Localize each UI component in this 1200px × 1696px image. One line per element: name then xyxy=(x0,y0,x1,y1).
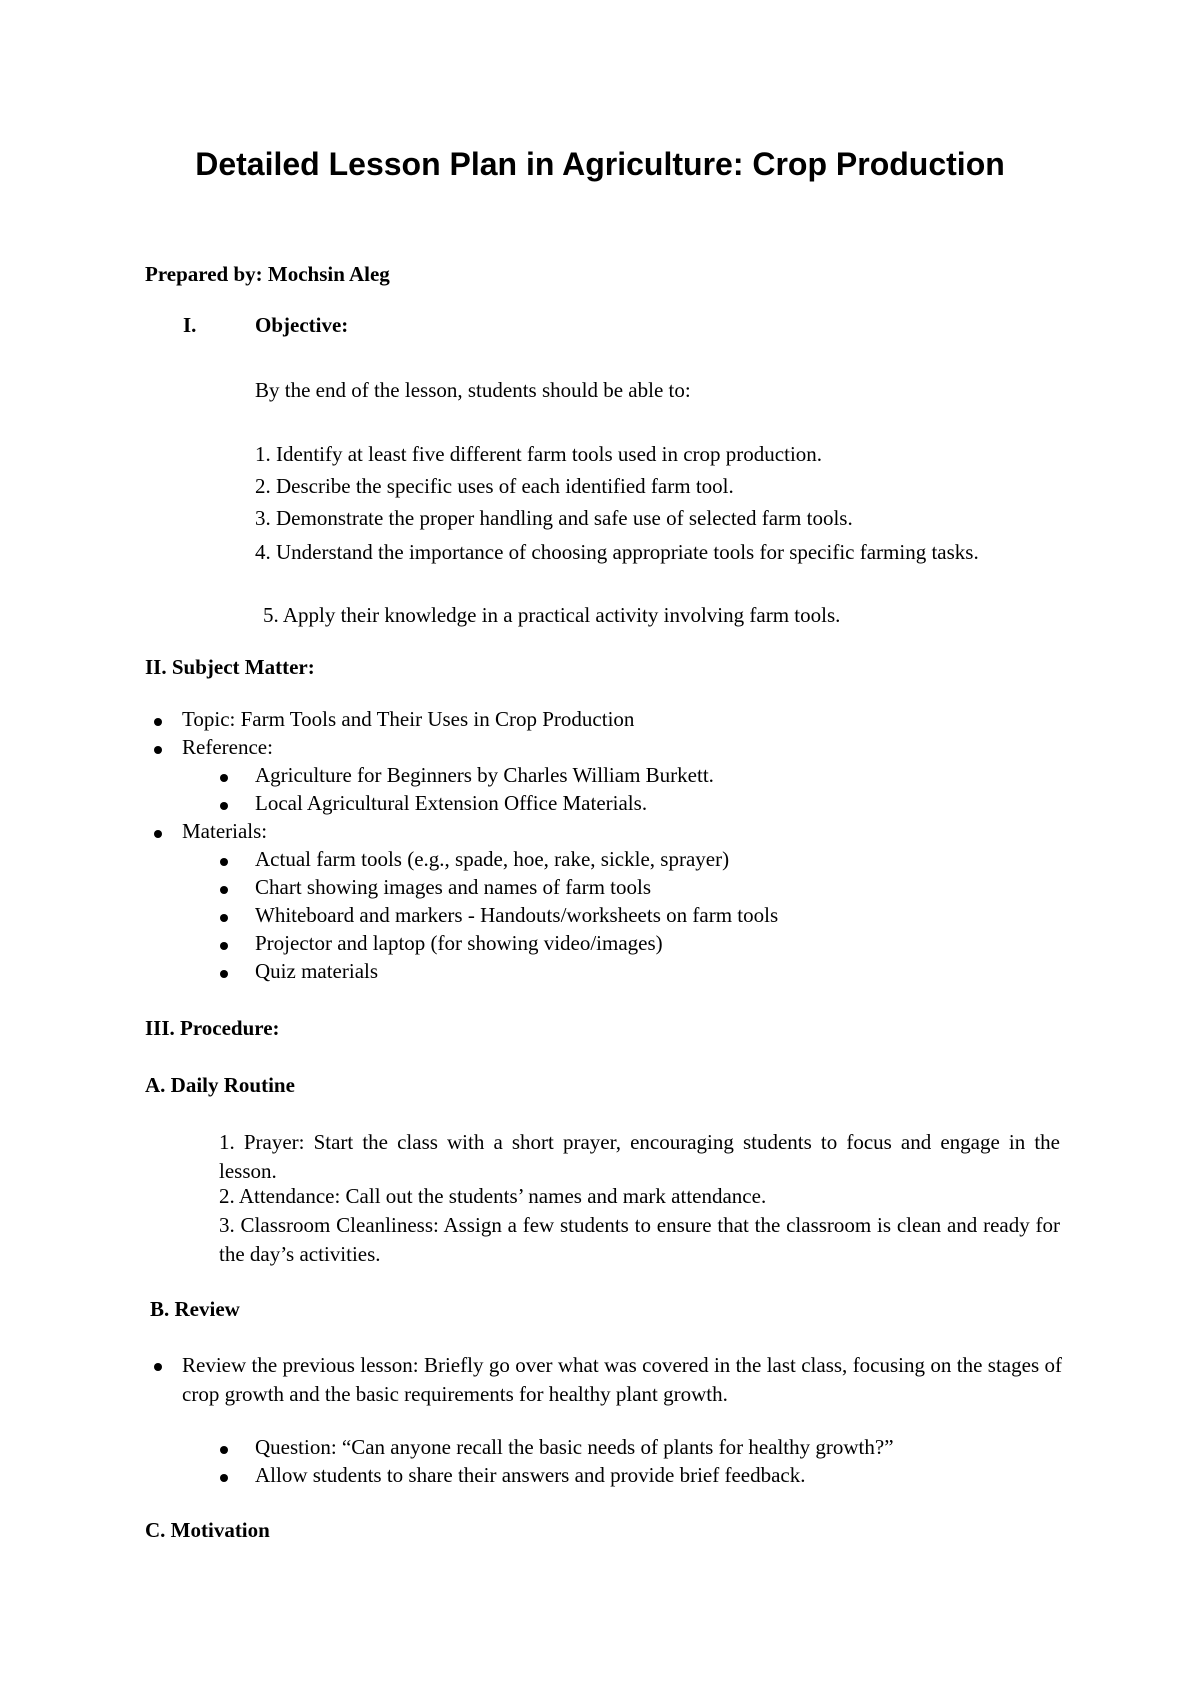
prepared-by: Prepared by: Mochsin Aleg xyxy=(145,262,390,286)
review-heading: B. Review xyxy=(150,1297,240,1321)
reference-item: Local Agricultural Extension Office Materials. xyxy=(255,791,648,815)
objective-numeral: I. xyxy=(183,313,197,337)
bullet-icon xyxy=(220,858,228,866)
bullet-icon xyxy=(154,746,162,754)
bullet-icon xyxy=(220,774,228,782)
objective-item: 1. Identify at least five different farm tools used in crop production. xyxy=(255,442,823,466)
material-item: Chart showing images and names of farm tools xyxy=(255,875,652,899)
review-sub-item: Question: “Can anyone recall the basic needs of plants for healthy growth?” xyxy=(255,1435,894,1459)
topic: Topic: Farm Tools and Their Uses in Crop Production xyxy=(182,707,635,731)
daily-routine-item: 1. Prayer: Start the class with a short prayer, encouraging students to focus and engage in the lesson. xyxy=(219,1130,1060,1183)
bullet-icon xyxy=(154,718,162,726)
reference-label: Reference: xyxy=(182,735,273,759)
bullet-icon xyxy=(220,1446,228,1454)
objective-heading: Objective: xyxy=(255,313,349,337)
material-item: Actual farm tools (e.g., spade, hoe, rake, sickle, sprayer) xyxy=(255,847,730,871)
daily-routine-heading: A. Daily Routine xyxy=(145,1073,295,1097)
material-item: Whiteboard and markers - Handouts/worksheets on farm tools xyxy=(255,903,779,927)
bullet-icon xyxy=(220,802,228,810)
objective-item: 4. Understand the importance of choosing appropriate tools for specific farming tasks. xyxy=(255,540,979,564)
procedure-heading: III. Procedure: xyxy=(145,1016,280,1040)
motivation-heading: C. Motivation xyxy=(145,1518,270,1542)
material-item: Projector and laptop (for showing video/images) xyxy=(255,931,663,955)
bullet-icon xyxy=(220,1474,228,1482)
bullet-icon xyxy=(220,970,228,978)
bullet-icon xyxy=(220,914,228,922)
reference-item: Agriculture for Beginners by Charles William Burkett. xyxy=(255,763,714,787)
daily-routine-item: 2. Attendance: Call out the students’ names and mark attendance. xyxy=(219,1184,767,1208)
objective-item: 2. Describe the specific uses of each identified farm tool. xyxy=(255,474,734,498)
objective-intro: By the end of the lesson, students should be able to: xyxy=(255,378,691,402)
review-main: Review the previous lesson: Briefly go over what was covered in the last class, focusing on the stages of crop growth and the basic requirements for healthy plant growth. xyxy=(182,1353,1062,1406)
bullet-icon xyxy=(154,1363,162,1371)
bullet-icon xyxy=(220,886,228,894)
bullet-icon xyxy=(154,830,162,838)
objective-item: 3. Demonstrate the proper handling and safe use of selected farm tools. xyxy=(255,506,853,530)
daily-routine-item: 3. Classroom Cleanliness: Assign a few students to ensure that the classroom is clean and ready for the day’s activities. xyxy=(219,1213,1060,1266)
subject-matter-heading: II. Subject Matter: xyxy=(145,655,315,679)
objective-item: 5. Apply their knowledge in a practical activity involving farm tools. xyxy=(263,603,841,627)
document-title: Detailed Lesson Plan in Agriculture: Crop Production xyxy=(195,146,1005,182)
materials-label: Materials: xyxy=(182,819,268,843)
bullet-icon xyxy=(220,942,228,950)
material-item: Quiz materials xyxy=(255,959,379,983)
review-sub-item: Allow students to share their answers and provide brief feedback. xyxy=(255,1463,806,1487)
